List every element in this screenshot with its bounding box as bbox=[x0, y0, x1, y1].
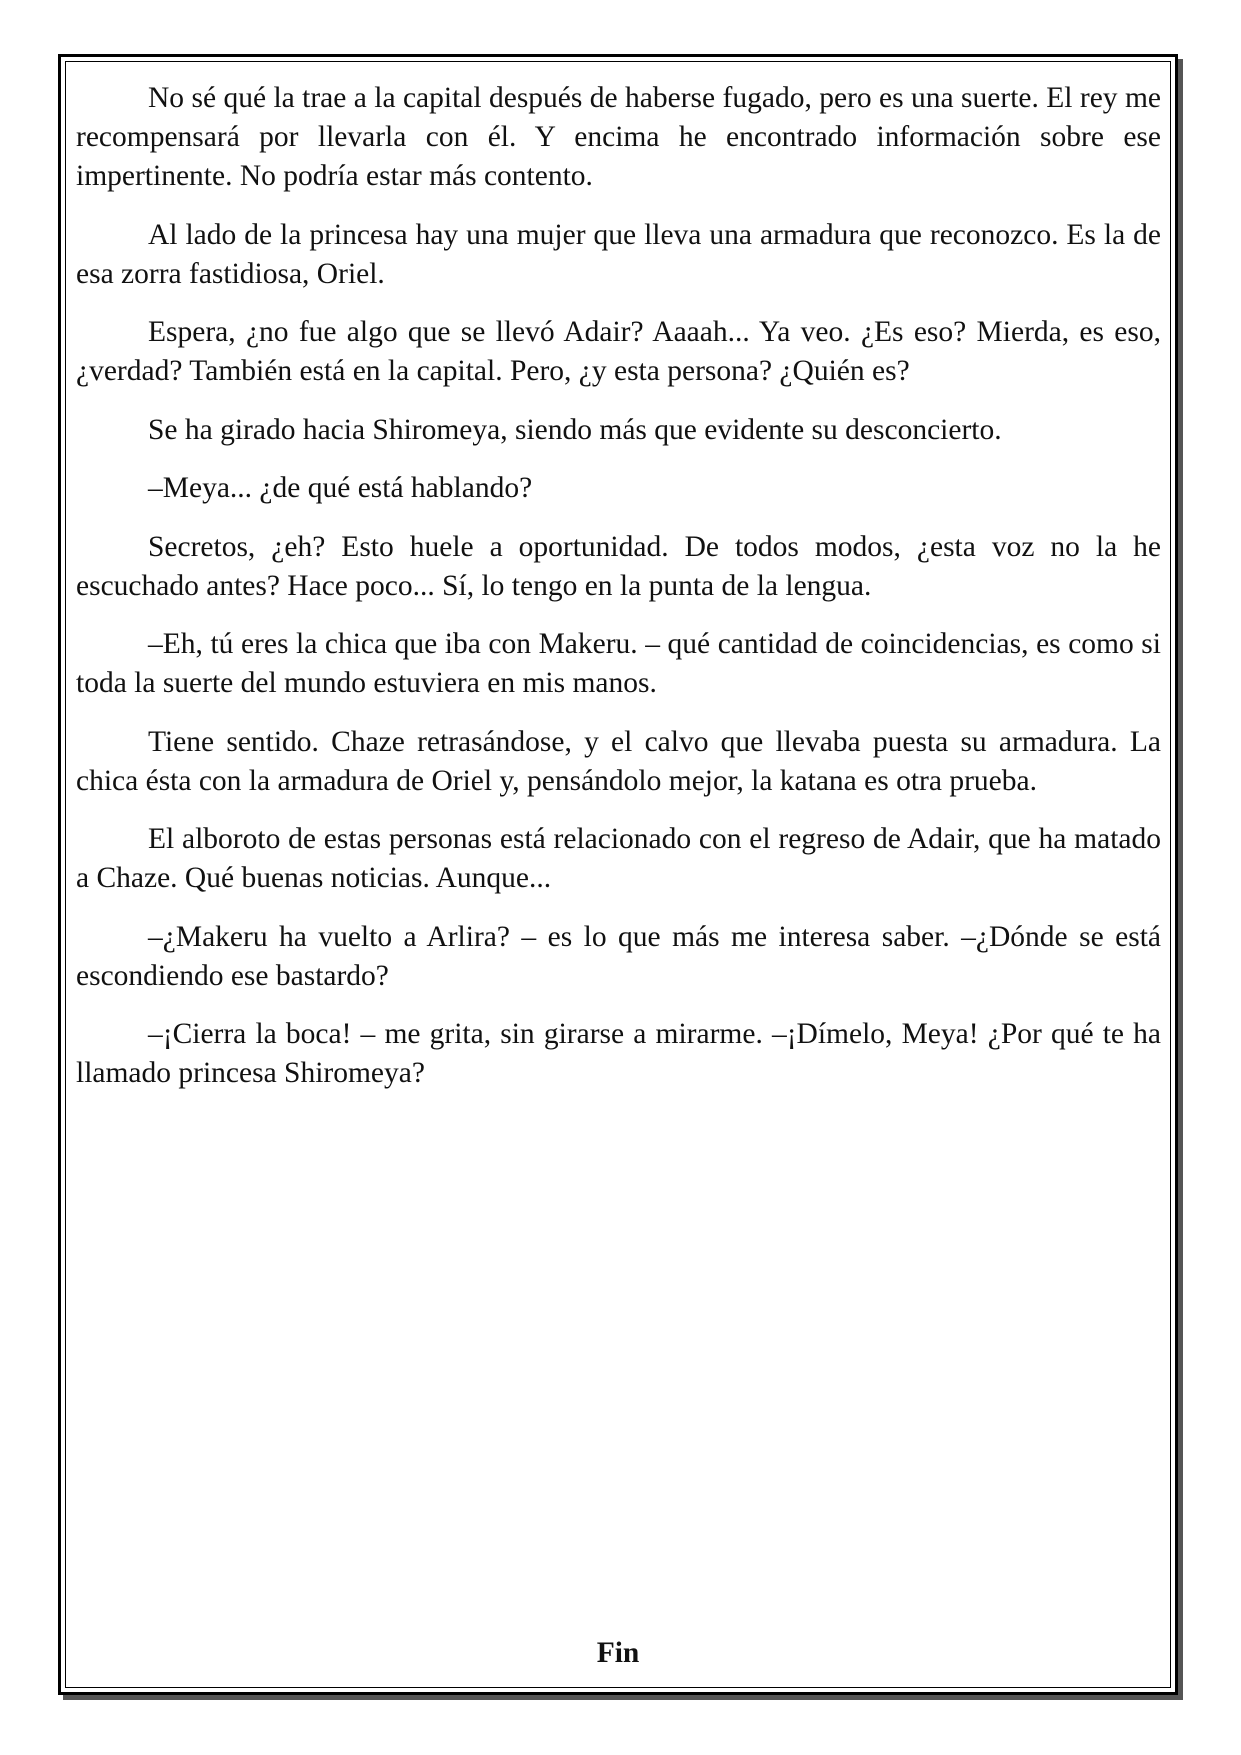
story-text bbox=[76, 79, 1161, 1113]
paragraph: No sé qué la trae a la capital después de haberse fugado, pero es una suerte. El rey me recompensará por llevarla con él. Y encima he encontrado información sobre ese impertinente. No podría estar más contento. bbox=[76, 82, 1161, 192]
paragraph: –¿Makeru ha vuelto a Arlira? – es lo que más me interesa saber. –¿Dónde se está escondiendo ese bastardo? bbox=[76, 920, 1161, 992]
paragraph: –Eh, tú eres la chica que iba con Makeru. – qué cantidad de coincidencias, es como si toda la suerte del mundo estuviera en mis manos. bbox=[76, 628, 1161, 699]
paragraph: Tiene sentido. Chaze retrasándose, y el calvo que llevaba puesta su armadura. La chica ésta con la armadura de Oriel y, pensándolo mejor, la katana es otra prueba. bbox=[76, 725, 1161, 797]
paragraph: Se ha girado hacia Shiromeya, siendo más que evidente su desconcierto. bbox=[148, 413, 1002, 446]
paragraph: Secretos, ¿eh? Esto huele a oportunidad. De todos modos, ¿esta voz no la he escuchado antes? Hace poco... Sí, lo tengo en la punta de la lengua. bbox=[76, 530, 1161, 602]
paragraph: El alboroto de estas personas está relacionado con el regreso de Adair, que ha matado a Chaze. Qué buenas noticias. Aunque... bbox=[76, 823, 1161, 894]
end-marker: Fin bbox=[596, 1637, 640, 1669]
paragraph: Espera, ¿no fue algo que se llevó Adair? Aaaah... Ya veo. ¿Es eso? Mierda, es eso, ¿verdad? También está en la capital. Pero, ¿y esta persona? ¿Quién es? bbox=[76, 316, 1161, 387]
paragraph: –¡Cierra la boca! – me grita, sin girarse a mirarme. –¡Dímelo, Meya! ¿Por qué te ha llamado princesa Shiromeya? bbox=[76, 1018, 1161, 1089]
page-border bbox=[58, 54, 1178, 1695]
paragraph: –Meya... ¿de qué está hablando? bbox=[148, 472, 533, 504]
paragraph: Al lado de la princesa hay una mujer que lleva una armadura que reconozco. Es la de esa zorra fastidiosa, Oriel. bbox=[76, 218, 1161, 290]
